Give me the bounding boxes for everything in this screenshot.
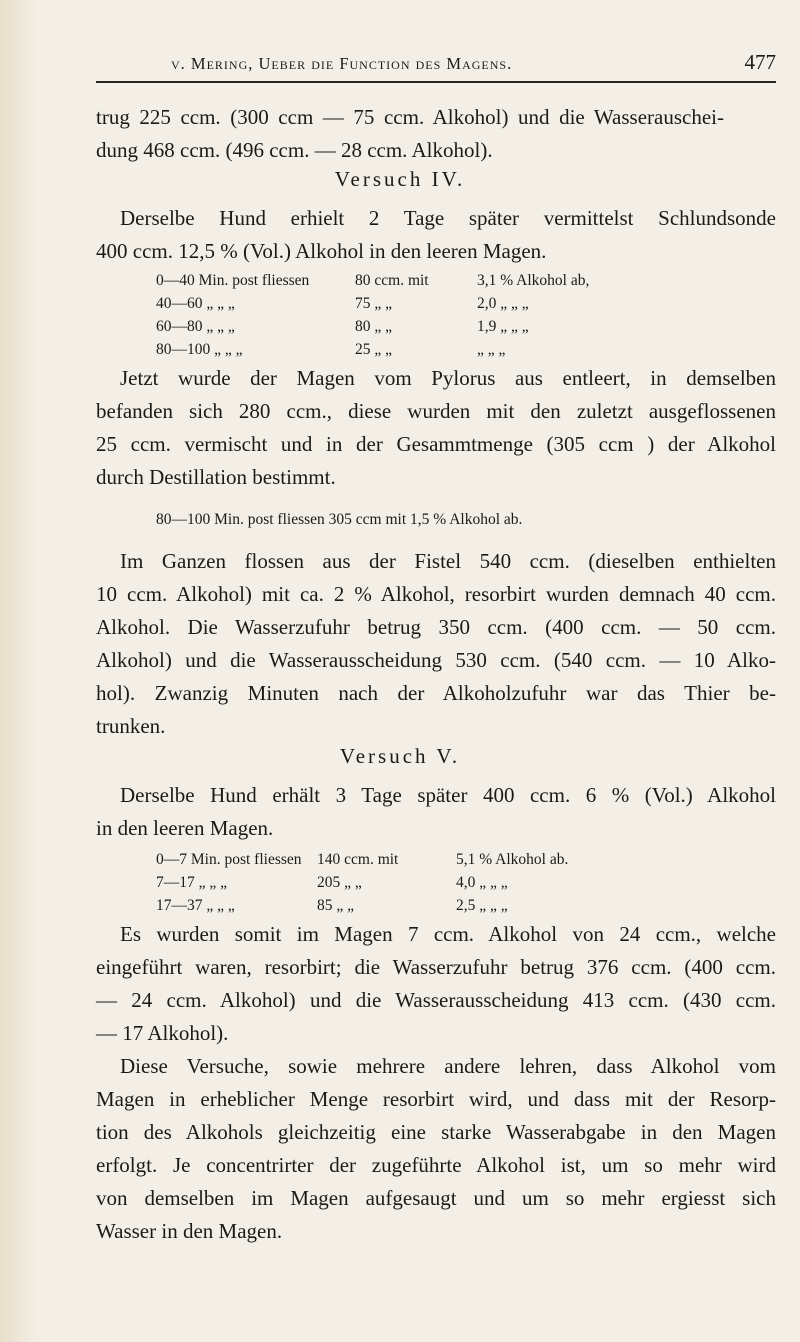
table-row — [156, 269, 696, 292]
text-line: 400 ccm. 12,5 % (Vol.) Alkohol in den leeren Magen. — [96, 239, 547, 263]
text-line: Es wurden somit im Magen 7 ccm. Alkohol von 24 ccm., welche — [120, 922, 776, 946]
table-row — [156, 871, 696, 894]
table-cell-percent: 2,0 „ „ „ — [477, 295, 529, 312]
paragraph-versuch-iv-intro — [96, 202, 776, 268]
text-line: Diese Versuche, sowie mehrere andere lehren, dass Alkohol vom — [120, 1054, 776, 1078]
text-line: 25 ccm. vermischt und in der Gesammtmenge (305 ccm ) der Alkohol — [96, 432, 776, 456]
page-number: 477 — [744, 50, 776, 74]
running-head: v. Mering, Ueber die Function des Magens. — [171, 54, 513, 73]
data-table-versuch-iv — [156, 269, 696, 361]
table-row — [156, 338, 696, 361]
text-line: von demselben im Magen aufgesaugt und um so mehr ergiesst sich — [96, 1186, 776, 1210]
table-cell-amount: 140 ccm. mit — [317, 851, 399, 868]
table-cell-percent: 2,5 „ „ „ — [456, 897, 508, 914]
text-line: Wasser in den Magen. — [96, 1219, 283, 1243]
table-row — [156, 315, 696, 338]
table-row — [156, 894, 696, 917]
table-cell-time: 40—60 „ „ „ — [156, 295, 235, 312]
text-line: 10 ccm. Alkohol) mit ca. 2 % Alkohol, resorbirt wurden demnach 40 ccm. — [96, 582, 776, 606]
paragraph-versuch-iv-result — [96, 362, 776, 494]
section-title-versuch-iv: Versuch IV. — [334, 167, 466, 191]
paragraph-versuch-iv-summary — [96, 545, 776, 743]
page-header — [96, 46, 776, 86]
text-line: Derselbe Hund erhielt 2 Tage später vermittelst Schlundsonde — [120, 206, 776, 230]
table-row — [156, 848, 696, 871]
text-line: eingeführt waren, resorbirt; die Wasserzufuhr betrug 376 ccm. (400 ccm. — [96, 955, 776, 979]
text-line: trug 225 ccm. (300 ccm — 75 ccm. Alkohol) und die Wasserauschei- — [96, 105, 724, 129]
text-line: Derselbe Hund erhält 3 Tage später 400 ccm. 6 % (Vol.) Alkohol — [120, 783, 776, 807]
table-cell-time: 7—17 „ „ „ — [156, 874, 228, 891]
page-edge-shadow — [0, 0, 38, 1342]
text-line: hol). Zwanzig Minuten nach der Alkoholzufuhr war das Thier be- — [96, 681, 776, 705]
paragraph-versuch-v-intro — [96, 779, 776, 845]
table-cell-time: 0—7 Min. post fliessen — [156, 851, 302, 868]
data-table-versuch-v — [156, 848, 696, 917]
table-cell-amount: 80 „ „ — [355, 318, 393, 335]
section-title-versuch-v: Versuch V. — [339, 744, 461, 768]
header-rule — [96, 81, 776, 83]
text-line: dung 468 ccm. (496 ccm. — 28 ccm. Alkohol). — [96, 138, 493, 162]
table-cell-time: 80—100 „ „ „ — [156, 341, 243, 358]
table-cell-percent: 5,1 % Alkohol ab. — [456, 851, 569, 868]
text-line: in den leeren Magen. — [96, 816, 274, 840]
text-line: erfolgt. Je concentrirter der zugeführte Alkohol ist, um so mehr wird — [96, 1153, 776, 1177]
table-cell-amount: 25 „ „ — [355, 341, 393, 358]
table-row — [156, 292, 696, 315]
table-cell-percent: 3,1 % Alkohol ab, — [477, 272, 590, 289]
table-cell-amount: 75 „ „ — [355, 295, 393, 312]
text-line: Im Ganzen flossen aus der Fistel 540 ccm. (dieselben enthielten — [120, 549, 776, 573]
text-line: tion des Alkohols gleichzeitig eine starke Wasserabgabe in den Magen — [96, 1120, 776, 1144]
text-line: — 24 ccm. Alkohol) und die Wasserausscheidung 413 ccm. (430 ccm. — [96, 988, 776, 1012]
table-cell-time: 17—37 „ „ „ — [156, 897, 235, 914]
text-line: Alkohol) und die Wasserausscheidung 530 ccm. (540 ccm. — 10 Alko- — [96, 648, 776, 672]
paragraph-conclusion — [96, 1050, 776, 1248]
paragraph-continuation — [96, 101, 724, 167]
text-line: Alkohol. Die Wasserzufuhr betrug 350 ccm. (400 ccm. — 50 ccm. — [96, 615, 776, 639]
text-line: — 17 Alkohol). — [96, 1021, 229, 1045]
table-cell-amount: 85 „ „ — [317, 897, 355, 914]
text-line: durch Destillation bestimmt. — [96, 465, 336, 489]
table-cell-percent: 1,9 „ „ „ — [477, 318, 529, 335]
table-cell-time: 0—40 Min. post fliessen — [156, 272, 310, 289]
table-cell-percent: 4,0 „ „ „ — [456, 874, 508, 891]
table-cell-amount: 80 ccm. mit — [355, 272, 429, 289]
text-line: befanden sich 280 ccm., diese wurden mit den zuletzt ausgeflossenen — [96, 399, 776, 423]
table-cell-amount: 205 „ „ — [317, 874, 362, 891]
table-cell-percent: „ „ „ — [477, 341, 506, 358]
paragraph-versuch-v-result — [96, 918, 776, 1050]
measurement-note: 80—100 Min. post fliessen 305 ccm mit 1,5 % Alkohol ab. — [156, 511, 523, 528]
text-line: Jetzt wurde der Magen vom Pylorus aus entleert, in demselben — [120, 366, 776, 390]
text-line: Magen in erheblicher Menge resorbirt wird, und dass mit der Resorp- — [96, 1087, 776, 1111]
table-cell-time: 60—80 „ „ „ — [156, 318, 235, 335]
text-line: trunken. — [96, 714, 166, 738]
